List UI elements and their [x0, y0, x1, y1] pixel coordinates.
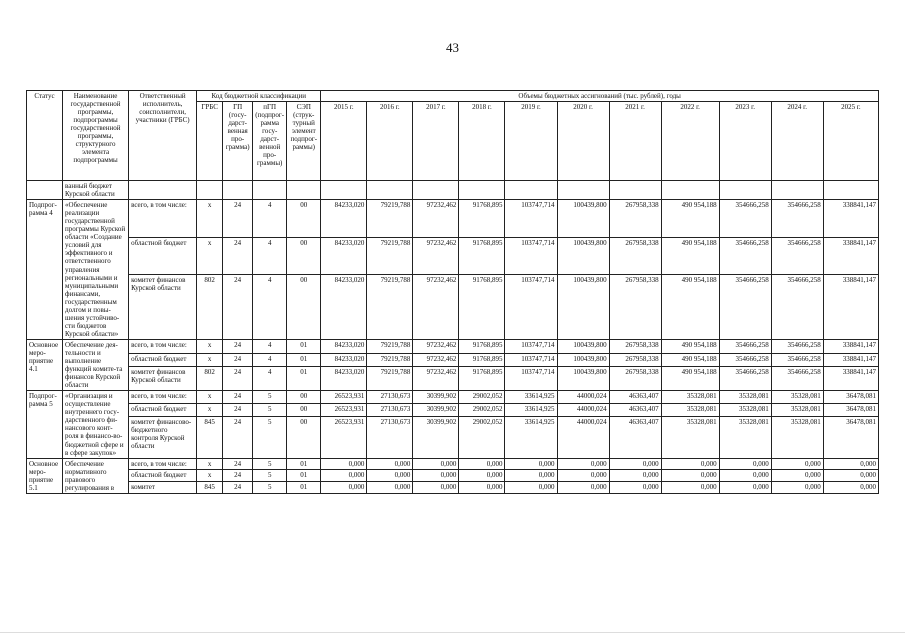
value-cell: 30399,902: [413, 404, 459, 417]
sep-cell: 01: [287, 353, 321, 367]
pgp-cell: 4: [253, 237, 287, 274]
grbs-cell: x: [197, 353, 223, 367]
budget-table: [26, 90, 879, 494]
value-cell: 490 954,188: [661, 237, 719, 274]
pgp-cell: 5: [253, 458, 287, 470]
value-cell: 79219,788: [367, 275, 413, 340]
value-cell: 0,000: [609, 482, 661, 494]
table-row: [27, 470, 879, 482]
col-year-4: 2019 г.: [505, 102, 557, 181]
value-cell: 338841,147: [823, 200, 878, 237]
carry-over-name: ванный бюджет Курской области: [63, 181, 129, 200]
value-cell: 0,000: [367, 470, 413, 482]
value-cell: 0,000: [367, 458, 413, 470]
value-cell: 0,000: [413, 482, 459, 494]
value-cell: 33614,925: [505, 404, 557, 417]
value-cell: 354666,258: [719, 237, 771, 274]
value-cell: 36478,081: [823, 404, 878, 417]
value-cell: 0,000: [661, 470, 719, 482]
gp-cell: 24: [223, 470, 253, 482]
value-cell: 490 954,188: [661, 339, 719, 353]
value-cell: 354666,258: [771, 237, 823, 274]
value-cell: 97232,462: [413, 339, 459, 353]
value-cell: 0,000: [321, 458, 367, 470]
col-bcc-2: пГП (подпрог-рамма госу-дарст-венной про-граммы): [253, 102, 287, 181]
value-cell: 338841,147: [823, 367, 878, 391]
value-cell: 100439,800: [557, 353, 609, 367]
name-cell: Обеспечение дея-тельности и выполнение функций комите-та финансов Курской области: [63, 339, 129, 390]
value-cell: 0,000: [505, 458, 557, 470]
pgp-cell: 5: [253, 391, 287, 404]
col-year-9: 2024 г.: [771, 102, 823, 181]
sep-cell: 01: [287, 339, 321, 353]
col-year-8: 2023 г.: [719, 102, 771, 181]
grbs-cell: 845: [197, 417, 223, 458]
pgp-cell: 4: [253, 339, 287, 353]
gp-cell: 24: [223, 458, 253, 470]
value-cell: 0,000: [367, 482, 413, 494]
value-cell: 91768,895: [459, 275, 505, 340]
value-cell: 36478,081: [823, 417, 878, 458]
value-cell: 354666,258: [719, 367, 771, 391]
value-cell: 79219,788: [367, 237, 413, 274]
value-cell: 103747,714: [505, 353, 557, 367]
grbs-cell: x: [197, 458, 223, 470]
value-cell: 0,000: [505, 482, 557, 494]
grbs-cell: x: [197, 237, 223, 274]
executor-cell: областной бюджет: [129, 353, 197, 367]
value-cell: 91768,895: [459, 367, 505, 391]
value-cell: 354666,258: [719, 353, 771, 367]
col-bcc-0: ГРБС: [197, 102, 223, 181]
value-cell: 100439,800: [557, 367, 609, 391]
gp-cell: 24: [223, 200, 253, 237]
page-edge: [0, 632, 905, 633]
value-cell: 91768,895: [459, 237, 505, 274]
value-cell: 46363,407: [609, 417, 661, 458]
page-number: 43: [446, 40, 459, 55]
grbs-cell: x: [197, 200, 223, 237]
value-cell: 338841,147: [823, 339, 878, 353]
table-row: [27, 482, 879, 494]
col-year-0: 2015 г.: [321, 102, 367, 181]
value-cell: 35328,081: [771, 391, 823, 404]
value-cell: 79219,788: [367, 200, 413, 237]
col-year-1: 2016 г.: [367, 102, 413, 181]
gp-cell: 24: [223, 353, 253, 367]
value-cell: 0,000: [719, 470, 771, 482]
table-row: [27, 353, 879, 367]
pgp-cell: 4: [253, 353, 287, 367]
value-cell: 0,000: [609, 458, 661, 470]
col-bcc-3: СЭП (струк-турный элемент подпрог-раммы): [287, 102, 321, 181]
value-cell: 27130,673: [367, 417, 413, 458]
sep-cell: 01: [287, 458, 321, 470]
value-cell: 0,000: [823, 458, 878, 470]
table-row: [27, 391, 879, 404]
value-cell: 91768,895: [459, 339, 505, 353]
pgp-cell: 4: [253, 367, 287, 391]
value-cell: 267958,338: [609, 353, 661, 367]
value-cell: 0,000: [771, 458, 823, 470]
sep-cell: 01: [287, 367, 321, 391]
sep-cell: 00: [287, 200, 321, 237]
pgp-cell: 5: [253, 482, 287, 494]
value-cell: 338841,147: [823, 353, 878, 367]
value-cell: 0,000: [321, 470, 367, 482]
value-cell: 35328,081: [771, 417, 823, 458]
sep-cell: 00: [287, 404, 321, 417]
value-cell: 26523,931: [321, 404, 367, 417]
value-cell: 354666,258: [719, 200, 771, 237]
value-cell: 0,000: [771, 470, 823, 482]
value-cell: 30399,902: [413, 417, 459, 458]
sep-cell: 00: [287, 275, 321, 340]
value-cell: 0,000: [771, 482, 823, 494]
sep-cell: 01: [287, 482, 321, 494]
value-cell: 103747,714: [505, 367, 557, 391]
value-cell: 490 954,188: [661, 275, 719, 340]
value-cell: 84233,020: [321, 237, 367, 274]
value-cell: 26523,931: [321, 417, 367, 458]
header-row-1: [27, 91, 879, 102]
value-cell: 0,000: [823, 470, 878, 482]
table-row: [27, 275, 879, 340]
table-row: [27, 367, 879, 391]
value-cell: 91768,895: [459, 353, 505, 367]
status-cell: Основное меро-приятие 4.1: [27, 339, 63, 390]
col-name: Наименование государственной программы, подпрограммы государственной программы, структурного элемента подпрограммы: [63, 91, 129, 181]
value-cell: 103747,714: [505, 275, 557, 340]
name-cell: «Обеспечение реализации государственной программы Курской области «Создание условий для эффективного и ответственного управления региональными и муниципальными финансами, государственным долгом и повы-шения устойчиво-сти бюджетов Курской области»: [63, 200, 129, 340]
value-cell: 46363,407: [609, 391, 661, 404]
value-cell: 0,000: [413, 458, 459, 470]
sep-cell: 00: [287, 391, 321, 404]
value-cell: 103747,714: [505, 200, 557, 237]
value-cell: 44000,024: [557, 404, 609, 417]
value-cell: 35328,081: [661, 391, 719, 404]
pgp-cell: 5: [253, 470, 287, 482]
value-cell: 0,000: [505, 470, 557, 482]
value-cell: 0,000: [321, 482, 367, 494]
executor-cell: всего, в том числе:: [129, 339, 197, 353]
value-cell: 35328,081: [719, 417, 771, 458]
value-cell: 44000,024: [557, 417, 609, 458]
value-cell: 100439,800: [557, 339, 609, 353]
table-row: [27, 417, 879, 458]
value-cell: 338841,147: [823, 275, 878, 340]
executor-cell: областной бюджет: [129, 237, 197, 274]
table-row: [27, 237, 879, 274]
value-cell: 79219,788: [367, 367, 413, 391]
table-row: [27, 404, 879, 417]
grbs-cell: 845: [197, 482, 223, 494]
value-cell: 33614,925: [505, 391, 557, 404]
table-row: [27, 200, 879, 237]
table-row: [27, 458, 879, 470]
value-cell: 100439,800: [557, 237, 609, 274]
value-cell: 29002,052: [459, 391, 505, 404]
value-cell: 35328,081: [661, 417, 719, 458]
sep-cell: 01: [287, 470, 321, 482]
value-cell: 490 954,188: [661, 200, 719, 237]
col-status: Статус: [27, 91, 63, 181]
col-year-5: 2020 г.: [557, 102, 609, 181]
col-bcc-1: ГП (госу-дарст-венная про-грамма): [223, 102, 253, 181]
value-cell: 36478,081: [823, 391, 878, 404]
value-cell: 79219,788: [367, 353, 413, 367]
value-cell: 30399,902: [413, 391, 459, 404]
gp-cell: 24: [223, 391, 253, 404]
value-cell: 27130,673: [367, 391, 413, 404]
table-row: [27, 339, 879, 353]
value-cell: 84233,020: [321, 200, 367, 237]
sep-cell: 00: [287, 417, 321, 458]
value-cell: 84233,020: [321, 367, 367, 391]
value-cell: 84233,020: [321, 353, 367, 367]
value-cell: 267958,338: [609, 237, 661, 274]
value-cell: 267958,338: [609, 339, 661, 353]
grbs-cell: x: [197, 404, 223, 417]
value-cell: 0,000: [413, 470, 459, 482]
col-year-3: 2018 г.: [459, 102, 505, 181]
value-cell: 267958,338: [609, 275, 661, 340]
value-cell: 354666,258: [771, 339, 823, 353]
value-cell: 79219,788: [367, 339, 413, 353]
value-cell: 354666,258: [771, 200, 823, 237]
col-executor: Ответственный исполнитель, соисполнители, участники (ГРБС): [129, 91, 197, 181]
col-year-7: 2022 г.: [661, 102, 719, 181]
executor-cell: всего, в том числе:: [129, 458, 197, 470]
status-cell: Подпрог-рамма 4: [27, 200, 63, 340]
value-cell: 84233,020: [321, 339, 367, 353]
value-cell: 490 954,188: [661, 367, 719, 391]
executor-cell: областной бюджет: [129, 404, 197, 417]
value-cell: 267958,338: [609, 200, 661, 237]
value-cell: 354666,258: [771, 367, 823, 391]
value-cell: 97232,462: [413, 275, 459, 340]
col-group-bcc: Код бюджетной классификации: [197, 91, 321, 102]
executor-cell: комитет финансово-бюджетного контроля Курской области: [129, 417, 197, 458]
value-cell: 0,000: [661, 482, 719, 494]
col-year-2: 2017 г.: [413, 102, 459, 181]
value-cell: 0,000: [823, 482, 878, 494]
value-cell: 35328,081: [661, 404, 719, 417]
value-cell: 103747,714: [505, 339, 557, 353]
gp-cell: 24: [223, 339, 253, 353]
value-cell: 354666,258: [771, 275, 823, 340]
carry-over-row: [27, 181, 879, 200]
table-body: [27, 181, 879, 494]
value-cell: 0,000: [557, 458, 609, 470]
value-cell: 0,000: [557, 482, 609, 494]
value-cell: 27130,673: [367, 404, 413, 417]
value-cell: 91768,895: [459, 200, 505, 237]
name-cell: «Организация и осуществление внутреннего госу-дарственного фи-нансового конт-роля в финансо-во-бюджетной сфере и в сфере закупок»: [63, 391, 129, 458]
executor-cell: всего, в том числе:: [129, 391, 197, 404]
value-cell: 354666,258: [719, 275, 771, 340]
value-cell: 354666,258: [719, 339, 771, 353]
pgp-cell: 4: [253, 200, 287, 237]
grbs-cell: x: [197, 470, 223, 482]
grbs-cell: x: [197, 391, 223, 404]
value-cell: 0,000: [459, 470, 505, 482]
col-year-6: 2021 г.: [609, 102, 661, 181]
pgp-cell: 4: [253, 275, 287, 340]
executor-cell: комитет финансов Курской области: [129, 367, 197, 391]
status-cell: Основное меро-приятие 5.1: [27, 458, 63, 493]
executor-cell: всего, в том числе:: [129, 200, 197, 237]
value-cell: 46363,407: [609, 404, 661, 417]
value-cell: 100439,800: [557, 275, 609, 340]
value-cell: 97232,462: [413, 353, 459, 367]
value-cell: 97232,462: [413, 237, 459, 274]
value-cell: 97232,462: [413, 200, 459, 237]
value-cell: 29002,052: [459, 417, 505, 458]
name-cell: Обеспечение нормативного правового регулирования в: [63, 458, 129, 493]
value-cell: 0,000: [661, 458, 719, 470]
grbs-cell: 802: [197, 275, 223, 340]
value-cell: 29002,052: [459, 404, 505, 417]
value-cell: 0,000: [459, 458, 505, 470]
value-cell: 33614,925: [505, 417, 557, 458]
gp-cell: 24: [223, 275, 253, 340]
value-cell: 44000,024: [557, 391, 609, 404]
value-cell: 0,000: [557, 470, 609, 482]
value-cell: 0,000: [459, 482, 505, 494]
value-cell: 97232,462: [413, 367, 459, 391]
col-year-10: 2025 г.: [823, 102, 878, 181]
value-cell: 35328,081: [771, 404, 823, 417]
value-cell: 354666,258: [771, 353, 823, 367]
executor-cell: комитет: [129, 482, 197, 494]
gp-cell: 24: [223, 482, 253, 494]
executor-cell: комитет финансов Курской области: [129, 275, 197, 340]
value-cell: 84233,020: [321, 275, 367, 340]
value-cell: 490 954,188: [661, 353, 719, 367]
value-cell: 0,000: [719, 458, 771, 470]
value-cell: 26523,931: [321, 391, 367, 404]
value-cell: 0,000: [609, 470, 661, 482]
pgp-cell: 5: [253, 404, 287, 417]
value-cell: 338841,147: [823, 237, 878, 274]
value-cell: 0,000: [719, 482, 771, 494]
status-cell: Подпрог-рамма 5: [27, 391, 63, 458]
sep-cell: 00: [287, 237, 321, 274]
gp-cell: 24: [223, 237, 253, 274]
value-cell: 35328,081: [719, 404, 771, 417]
value-cell: 267958,338: [609, 367, 661, 391]
grbs-cell: 802: [197, 367, 223, 391]
gp-cell: 24: [223, 367, 253, 391]
value-cell: 35328,081: [719, 391, 771, 404]
col-group-volumes: Объемы бюджетных ассигнований (тыс. рублей), годы: [321, 91, 879, 102]
pgp-cell: 5: [253, 417, 287, 458]
gp-cell: 24: [223, 417, 253, 458]
value-cell: 100439,800: [557, 200, 609, 237]
gp-cell: 24: [223, 404, 253, 417]
grbs-cell: x: [197, 339, 223, 353]
carry-over-status: [27, 181, 63, 200]
value-cell: 103747,714: [505, 237, 557, 274]
executor-cell: областной бюджет: [129, 470, 197, 482]
